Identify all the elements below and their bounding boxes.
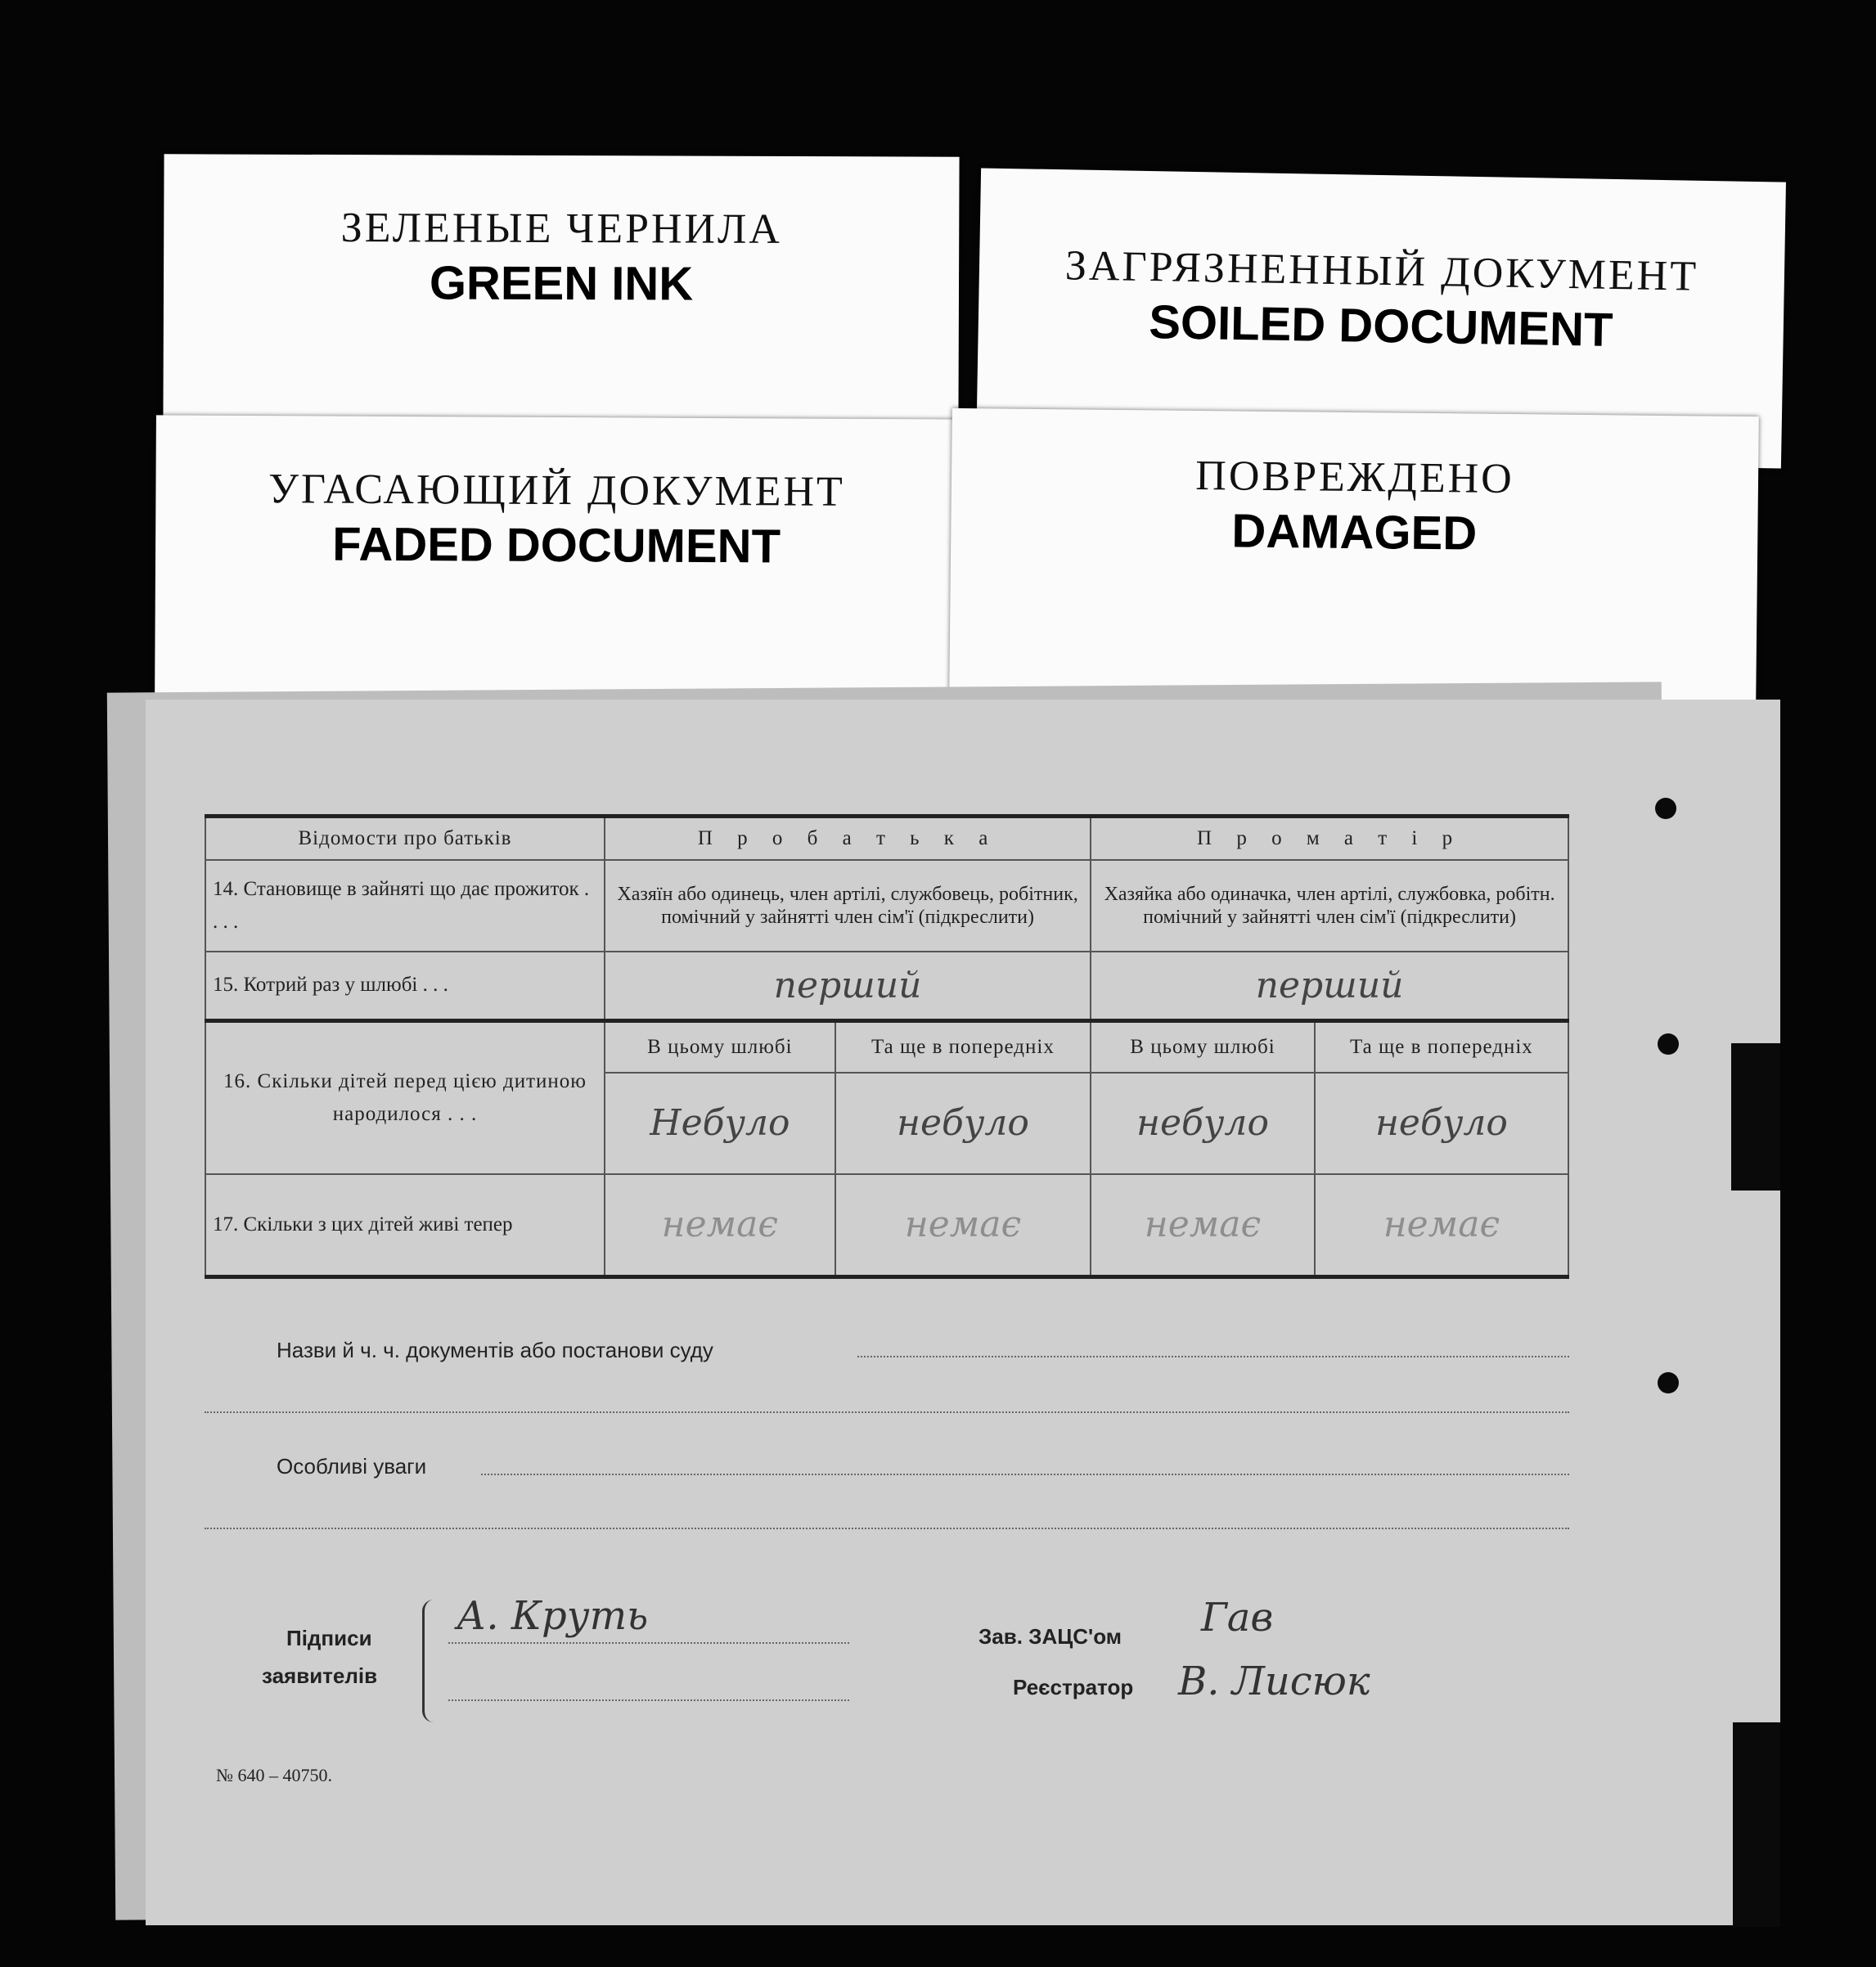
head-of-registry-label: Зав. ЗАЦС'ом [978, 1624, 1122, 1649]
card-english-text: FADED DOCUMENT [332, 517, 781, 574]
row16-father-previous: небуло [835, 1073, 1091, 1174]
binding-hole [1658, 1372, 1679, 1393]
row15-father-value: перший [605, 952, 1091, 1020]
row14-mother-options: Хазяйка або одиначка, член артілі, службовка, робітн. помічний у зайнятті член сім'ї (підкреслити) [1091, 860, 1568, 952]
card-russian-text: ЗАГРЯЗНЕННЫЙ ДОКУМЕНТ [1064, 242, 1699, 300]
applicant-signature: А. Круть [457, 1593, 649, 1639]
row16-mother-this: небуло [1091, 1073, 1315, 1174]
card-english-text: DAMAGED [1231, 504, 1478, 560]
documents-label: Назви й ч. ч. документів або постанови суду [277, 1338, 713, 1362]
row14-label: 14. Становище в зайняті що дає прожиток . . . . [205, 860, 605, 952]
row16-father-this: Небуло [605, 1073, 835, 1174]
card-russian-text: ПОВРЕЖДЕНО [1195, 452, 1515, 503]
row15-label: 15. Котрий раз у шлюбі . . . [205, 952, 605, 1020]
notes-dotted-line [481, 1474, 1569, 1475]
row14-father-options: Хазяїн або одинець, член артілі, службовець, робітник, помічний у зайнятті член сім'ї (підкреслити) [605, 860, 1091, 952]
notes-label: Особливі уваги [277, 1454, 427, 1479]
damaged-edge [1731, 1043, 1780, 1191]
label-card-faded-document [155, 415, 958, 705]
header-mother: П р о м а т і р [1091, 817, 1568, 861]
label-card-green-ink [163, 154, 959, 426]
applicant-signature-line-2 [448, 1699, 849, 1701]
row16-label: 16. Скільки дітей перед цією дитиною народилося . . . [205, 1020, 605, 1174]
applicant-signature-line [448, 1642, 849, 1644]
label-card-damaged [949, 408, 1759, 711]
parents-info-table [205, 814, 1569, 1279]
row17-father-previous: немає [835, 1174, 1091, 1277]
head-signature: Гав [1201, 1595, 1274, 1641]
form-number: № 640 – 40750. [216, 1765, 332, 1785]
subheader-father-previous: Та ще в попередніх [835, 1020, 1091, 1073]
registrar-signature: В. Лисюк [1178, 1659, 1370, 1704]
header-parents-info: Відомости про батьків [205, 817, 605, 861]
row16-mother-previous: небуло [1315, 1073, 1568, 1174]
row17-label: 17. Скільки з цих дітей живі тепер [205, 1174, 605, 1277]
card-russian-text: УГАСАЮЩИЙ ДОКУМЕНТ [268, 466, 845, 515]
row17-mother-previous: немає [1315, 1174, 1568, 1277]
binding-hole [1655, 798, 1676, 819]
applicants-label: заявителів [262, 1663, 378, 1688]
signature-bracket [422, 1600, 439, 1722]
documents-dotted-line-2 [205, 1411, 1569, 1413]
subheader-mother-previous: Та ще в попередніх [1315, 1020, 1568, 1073]
subheader-father-this-marriage: В цьому шлюбі [605, 1020, 835, 1073]
subheader-mother-this-marriage: В цьому шлюбі [1091, 1020, 1315, 1073]
row17-father-this: немає [605, 1174, 835, 1277]
registry-form-sheet [146, 700, 1780, 1925]
card-russian-text: ЗЕЛЕНЫЕ ЧЕРНИЛА [340, 205, 782, 253]
damaged-edge [1733, 1722, 1780, 1927]
binding-hole [1658, 1033, 1679, 1055]
registrar-label: Реєстратор [1013, 1675, 1134, 1699]
signatures-label: Підписи [286, 1626, 372, 1650]
header-father: П р о б а т ь к а [605, 817, 1091, 861]
row15-mother-value: перший [1091, 952, 1568, 1020]
card-english-text: SOILED DOCUMENT [1148, 295, 1613, 357]
row17-mother-this: немає [1091, 1174, 1315, 1277]
card-english-text: GREEN INK [429, 256, 694, 311]
notes-dotted-line-2 [205, 1528, 1569, 1529]
documents-dotted-line [857, 1356, 1569, 1357]
